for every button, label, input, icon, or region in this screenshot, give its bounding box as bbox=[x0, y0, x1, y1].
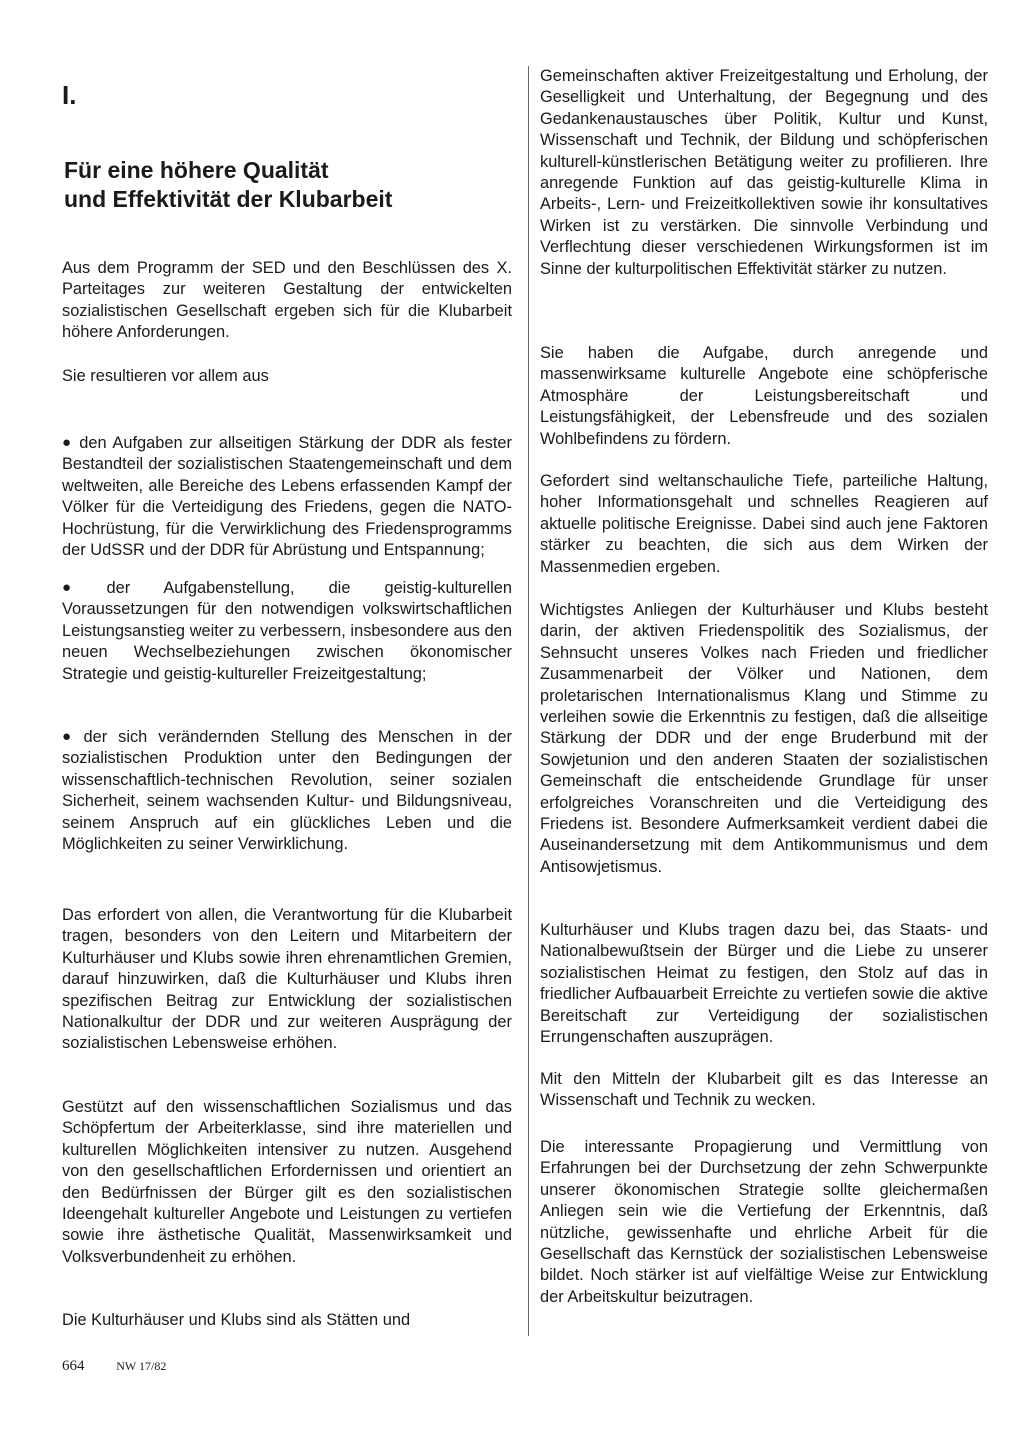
paragraph: Gestützt auf den wissenschaftlichen Sozialismus und das Schöpfertum der Arbeiterklasse, sind ihre materiellen und kulturellen Möglichkeiten intensiver zu nutzen. Ausgehend von den gesellschaftlichen Erfordernissen und orientiert an den Bedürfnissen der Bürger gilt es den sozialistischen Ideengehalt kultureller Angebote und Leistungen zu vertiefen sowie ihre ästhetische Qualität, Massenwirksamkeit und Volksverbundenheit zu erhöhen. bbox=[62, 1098, 512, 1266]
paragraph: Die interessante Propagierung und Vermittlung von Erfahrungen bei der Durchsetzung der zehn Schwerpunkte unserer ökonomischen Strategie sollte gleichermaßen Anliegen sein wie die Vertiefung der Erkenntnis, daß nützliche, gewissenhafte und ehrliche Arbeit für die Gesellschaft das Kernstück der sozialistischen Lebensweise bildet. Noch stärker ist auf vielfältige Weise zur Entwicklung der Arbeitskultur beizutragen. bbox=[540, 1138, 988, 1306]
paragraph: Sie resultieren vor allem aus bbox=[62, 367, 269, 385]
page-number: 664 bbox=[62, 1358, 85, 1374]
paragraph: Das erfordert von allen, die Verantwortung für die Klubarbeit tragen, besonders von den Leitern und Mitarbeitern der Kulturhäuser und Klubs sowie ihren ehrenamtlichen Gremien, darauf hinzuwirken, daß die Kulturhäuser und Klubs ihren spezifischen Beitrag zur Entwicklung der sozialistischen Nationalkultur der DDR und zur weiteren Ausprägung der sozialistischen Lebensweise erhöhen. bbox=[62, 906, 512, 1053]
paragraph: Kulturhäuser und Klubs tragen dazu bei, das Staats- und Nationalbewußtsein der Bürger und die Liebe zu unserer sozialistischen Heimat zu festigen, den Stolz auf das in friedlicher Aufbauarbeit Erreichte zu vertiefen sowie die aktive Bereitschaft zur Verteidigung der sozialistischen Errungenschaften auszuprägen. bbox=[540, 921, 988, 1047]
paragraph: Mit den Mitteln der Klubarbeit gilt es das Interesse an Wissenschaft und Technik zu wecken. bbox=[540, 1070, 988, 1110]
column-divider bbox=[528, 66, 529, 1336]
bullet-item: ● der sich verändernden Stellung des Menschen in der sozialistischen Produktion unter den Bedingungen der wissenschaftlich-technischen Revolution, seiner sozialen Sicherheit, seinem wachsenden Kultur- und Bildungsniveau, seinem Anspruch auf ein glückliches Leben und die Möglichkeiten zu seiner Verwirklichung. bbox=[62, 727, 512, 855]
bullet-item: ● den Aufgaben zur allseitigen Stärkung der DDR als fester Bestandteil der sozialistischen Staatengemeinschaft und dem weltweiten, alle Bereiche des Lebens erfassenden Kampf der Völker für die Verteidigung des Friedens, gegen die NATO-Hochrüstung, für die Verwirklichung des Friedensprogramms der UdSSR und der DDR für Abrüstung und Entspannung; bbox=[62, 433, 512, 561]
section-number: I. bbox=[62, 80, 77, 110]
issue-label: NW 17/82 bbox=[116, 1359, 167, 1373]
paragraph: Sie haben die Aufgabe, durch anregende und massenwirksame kulturelle Angebote eine schöpferische Atmosphäre der Leistungsbereitschaft und Leistungsfähigkeit, der Lebensfreude und des sozialen Wohlbefindens zu fördern. bbox=[540, 344, 988, 448]
section-heading bbox=[64, 156, 514, 214]
page-footer bbox=[62, 1358, 166, 1375]
paragraph: Gemeinschaften aktiver Freizeitgestaltung und Erholung, der Geselligkeit und Unterhaltung, der Begegnung und des Gedankenaustausches über Politik, Kultur und Kunst, Wissenschaft und Technik, der Bildung und schöpferischen kulturell-künstlerischen Betätigung weiter zu profilieren. Ihre anregende Funktion auf das geistig-kulturelle Klima in Arbeits-, Lern- und Freizeitkollektiven sowie ihr konsultatives Wirken ist zu verstärken. Die sinnvolle Verbindung und Verflechtung dieser verschiedenen Wirkungsformen ist im Sinne der kulturpolitischen Effektivität stärker zu nutzen. bbox=[540, 67, 988, 278]
bullet-item: ● der Aufgabenstellung, die geistig-kulturellen Voraussetzungen für den notwendigen volkswirtschaftlichen Leistungsanstieg weiter zu verbessern, insbesondere aus den neuen Wechselbeziehungen zwischen ökonomischer Strategie und geistig-kultureller Freizeitgestaltung; bbox=[62, 578, 512, 685]
paragraph: Gefordert sind weltanschauliche Tiefe, parteiliche Haltung, hoher Informationsgehalt und schnelles Reagieren auf aktuelle politische Ereignisse. Dabei sind auch jene Faktoren stärker zu beachten, die sich aus dem Wirken der Massenmedien ergeben. bbox=[540, 472, 988, 576]
heading-line-1: Für eine höhere Qualität bbox=[64, 157, 329, 183]
paragraph: Aus dem Programm der SED und den Beschlüssen des X. Parteitages zur weiteren Gestaltung der entwickelten sozialistischen Gesellschaft ergeben sich für die Klubarbeit höhere Anforderungen. bbox=[62, 259, 512, 342]
heading-line-2: und Effektivität der Klubarbeit bbox=[64, 186, 393, 212]
paragraph: Wichtigstes Anliegen der Kulturhäuser und Klubs besteht darin, der aktiven Friedenspolitik des Sozialismus, der Sehnsucht unseres Volkes nach Frieden und friedlicher Zusammenarbeit der Völker und Nationen, dem proletarischen Internationalismus Klang und Stimme zu verleihen sowie die Erkenntnis zu festigen, daß die allseitige Stärkung der DDR und der enge Bruderbund mit der Sowjetunion und den anderen Staaten der sozialistischen Gemeinschaft die entscheidende Grundlage für unser erfolgreiches Voranschreiten und die Verteidigung des Friedens ist. Besondere Aufmerksamkeit verdient dabei die Auseinandersetzung mit dem Antikommunismus und dem Antisowjetismus. bbox=[540, 601, 988, 876]
paragraph: Die Kulturhäuser und Klubs sind als Stätten und bbox=[62, 1311, 411, 1329]
